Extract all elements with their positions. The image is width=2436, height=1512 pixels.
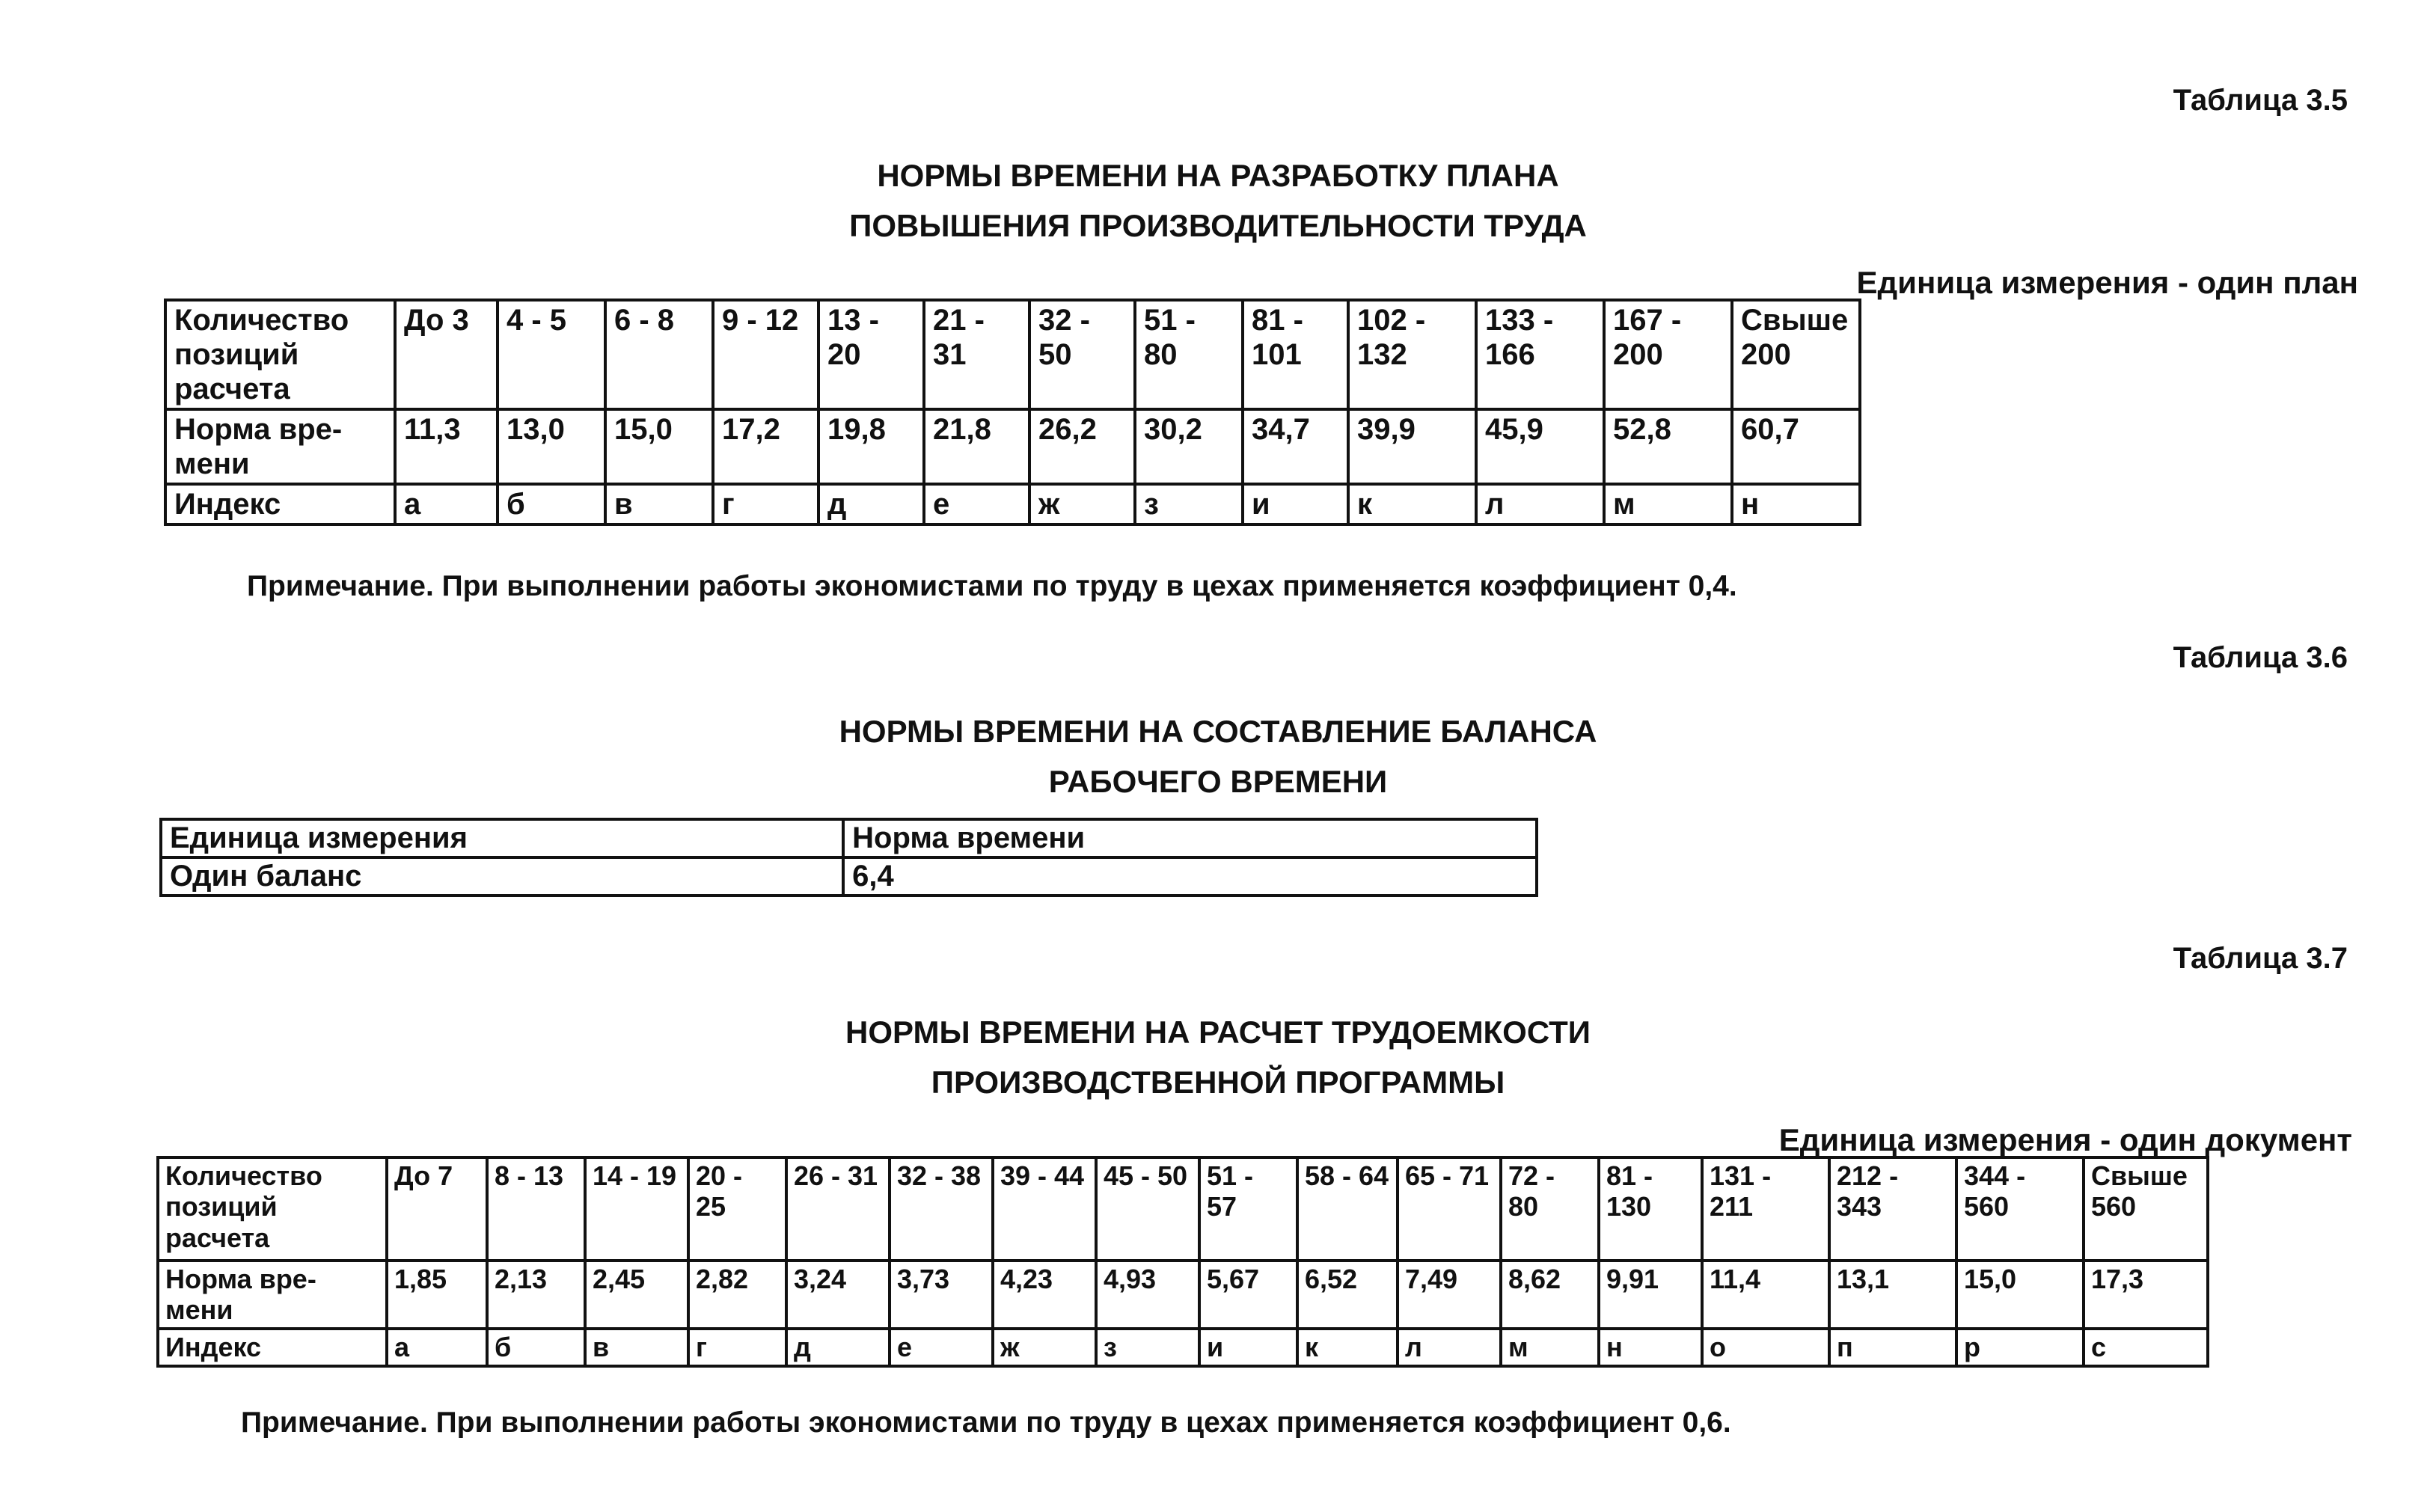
index-cell: к [1348, 484, 1476, 524]
range-cell: Свыше 200 [1732, 300, 1860, 409]
index-cell: з [1135, 484, 1243, 524]
norm-cell: 2,45 [585, 1261, 688, 1329]
index-cell: д [786, 1329, 890, 1366]
norm-cell: 15,0 [1956, 1261, 2084, 1329]
norm-cell: 8,62 [1501, 1261, 1599, 1329]
index-cell: о [1702, 1329, 1829, 1366]
norm-cell: 3,73 [890, 1261, 993, 1329]
norm-cell: 39,9 [1348, 409, 1476, 484]
norm-cell: 17,3 [2084, 1261, 2208, 1329]
index-cell: и [1199, 1329, 1297, 1366]
table-3-7-note: Примечание. При выполнении работы экономистами по труду в цехах применяется коэффициент 0,6. [241, 1407, 1731, 1439]
norm-cell: 13,0 [498, 409, 605, 484]
row-label-index: Индекс [158, 1329, 387, 1366]
index-cell: к [1297, 1329, 1398, 1366]
index-cell: ж [1029, 484, 1135, 524]
range-cell: 58 - 64 [1297, 1157, 1398, 1261]
table-3-5-number: Таблица 3.5 [2173, 84, 2348, 117]
table-3-6-number: Таблица 3.6 [2173, 641, 2348, 674]
index-cell: ж [993, 1329, 1096, 1366]
row-label-quantity: Количество позиций расчета [165, 300, 395, 409]
index-cell: н [1732, 484, 1860, 524]
norm-cell: 4,93 [1096, 1261, 1199, 1329]
norm-cell: 7,49 [1398, 1261, 1501, 1329]
norm-cell: 11,4 [1702, 1261, 1829, 1329]
table-3-7-title-line1: НОРМЫ ВРЕМЕНИ НА РАСЧЕТ ТРУДОЕМКОСТИ [845, 1014, 1591, 1050]
index-cell: г [713, 484, 818, 524]
table-row-indexes [165, 484, 1860, 524]
table-3-5 [164, 299, 1861, 526]
norm-cell: 30,2 [1135, 409, 1243, 484]
table-3-7-unit: Единица измерения - один документ [1778, 1122, 2352, 1157]
row-label-quantity: Количество позиций расчета [158, 1157, 387, 1261]
index-cell: е [890, 1329, 993, 1366]
table-3-7-title [0, 1007, 2436, 1107]
range-cell: 344 - 560 [1956, 1157, 2084, 1261]
row-unit: Один баланс [161, 857, 843, 896]
index-cell: в [585, 1329, 688, 1366]
range-cell: 51 - 57 [1199, 1157, 1297, 1261]
table-3-7 [156, 1156, 2209, 1368]
norm-cell: 60,7 [1732, 409, 1860, 484]
table-row-indexes [158, 1329, 2208, 1366]
range-cell: 4 - 5 [498, 300, 605, 409]
table-row-norms [158, 1261, 2208, 1329]
table-3-5-title-line1: НОРМЫ ВРЕМЕНИ НА РАЗРАБОТКУ ПЛАНА [877, 158, 1559, 193]
norm-cell: 13,1 [1829, 1261, 1956, 1329]
index-cell: м [1604, 484, 1732, 524]
table-3-6-title-line1: НОРМЫ ВРЕМЕНИ НА СОСТАВЛЕНИЕ БАЛАНСА [839, 714, 1597, 749]
index-cell: н [1599, 1329, 1702, 1366]
index-cell: а [395, 484, 498, 524]
table-row [161, 857, 1537, 896]
norm-cell: 9,91 [1599, 1261, 1702, 1329]
index-cell: е [924, 484, 1029, 524]
row-norm: 6,4 [843, 857, 1537, 896]
row-label-index: Индекс [165, 484, 395, 524]
range-cell: 14 - 19 [585, 1157, 688, 1261]
index-cell: з [1096, 1329, 1199, 1366]
norm-cell: 17,2 [713, 409, 818, 484]
range-cell: 131 - 211 [1702, 1157, 1829, 1261]
norm-cell: 5,67 [1199, 1261, 1297, 1329]
range-cell: 21 - 31 [924, 300, 1029, 409]
norm-cell: 34,7 [1243, 409, 1348, 484]
norm-cell: 4,23 [993, 1261, 1096, 1329]
table-3-7-number: Таблица 3.7 [2173, 942, 2348, 975]
range-cell: 167 - 200 [1604, 300, 1732, 409]
norm-cell: 1,85 [387, 1261, 487, 1329]
norm-cell: 15,0 [605, 409, 713, 484]
norm-cell: 52,8 [1604, 409, 1732, 484]
table-3-5-title [0, 150, 2436, 251]
norm-cell: 6,52 [1297, 1261, 1398, 1329]
row-label-norm: Норма вре-мени [158, 1261, 387, 1329]
index-cell: р [1956, 1329, 2084, 1366]
table-row-ranges [165, 300, 1860, 409]
range-cell: 26 - 31 [786, 1157, 890, 1261]
index-cell: л [1476, 484, 1604, 524]
table-row-header [161, 819, 1537, 857]
range-cell: 81 - 101 [1243, 300, 1348, 409]
range-cell: 39 - 44 [993, 1157, 1096, 1261]
table-3-6-title [0, 706, 2436, 806]
index-cell: б [487, 1329, 585, 1366]
range-cell: Свыше 560 [2084, 1157, 2208, 1261]
index-cell: а [387, 1329, 487, 1366]
range-cell: 32 - 50 [1029, 300, 1135, 409]
table-3-6 [159, 818, 1538, 897]
range-cell: 20 - 25 [688, 1157, 786, 1261]
index-cell: г [688, 1329, 786, 1366]
norm-cell: 21,8 [924, 409, 1029, 484]
header-unit: Единица измерения [161, 819, 843, 857]
index-cell: б [498, 484, 605, 524]
norm-cell: 45,9 [1476, 409, 1604, 484]
row-label-norm: Норма вре-мени [165, 409, 395, 484]
range-cell: 45 - 50 [1096, 1157, 1199, 1261]
range-cell: 8 - 13 [487, 1157, 585, 1261]
table-3-5-unit: Единица измерения - один план [1856, 265, 2358, 300]
range-cell: 72 - 80 [1501, 1157, 1599, 1261]
norm-cell: 11,3 [395, 409, 498, 484]
norm-cell: 2,13 [487, 1261, 585, 1329]
table-3-5-title-line2: ПОВЫШЕНИЯ ПРОИЗВОДИТЕЛЬНОСТИ ТРУДА [849, 208, 1587, 244]
norm-cell: 26,2 [1029, 409, 1135, 484]
index-cell: и [1243, 484, 1348, 524]
range-cell: 212 - 343 [1829, 1157, 1956, 1261]
header-norm: Норма времени [843, 819, 1537, 857]
index-cell: м [1501, 1329, 1599, 1366]
norm-cell: 19,8 [818, 409, 924, 484]
table-row-ranges [158, 1157, 2208, 1261]
table-row-norms [165, 409, 1860, 484]
range-cell: 133 - 166 [1476, 300, 1604, 409]
table-3-6-title-line2: РАБОЧЕГО ВРЕМЕНИ [1048, 764, 1388, 800]
range-cell: 9 - 12 [713, 300, 818, 409]
range-cell: 65 - 71 [1398, 1157, 1501, 1261]
range-cell: 13 - 20 [818, 300, 924, 409]
index-cell: с [2084, 1329, 2208, 1366]
index-cell: п [1829, 1329, 1956, 1366]
range-cell: 81 - 130 [1599, 1157, 1702, 1261]
table-3-5-note: Примечание. При выполнении работы экономистами по труду в цехах применяется коэффициент 0,4. [247, 570, 1737, 602]
index-cell: л [1398, 1329, 1501, 1366]
norm-cell: 3,24 [786, 1261, 890, 1329]
index-cell: в [605, 484, 713, 524]
table-3-7-title-line2: ПРОИЗВОДСТВЕННОЙ ПРОГРАММЫ [931, 1065, 1505, 1101]
index-cell: д [818, 484, 924, 524]
norm-cell: 2,82 [688, 1261, 786, 1329]
range-cell: 6 - 8 [605, 300, 713, 409]
range-cell: До 3 [395, 300, 498, 409]
range-cell: 51 - 80 [1135, 300, 1243, 409]
range-cell: До 7 [387, 1157, 487, 1261]
range-cell: 32 - 38 [890, 1157, 993, 1261]
range-cell: 102 - 132 [1348, 300, 1476, 409]
